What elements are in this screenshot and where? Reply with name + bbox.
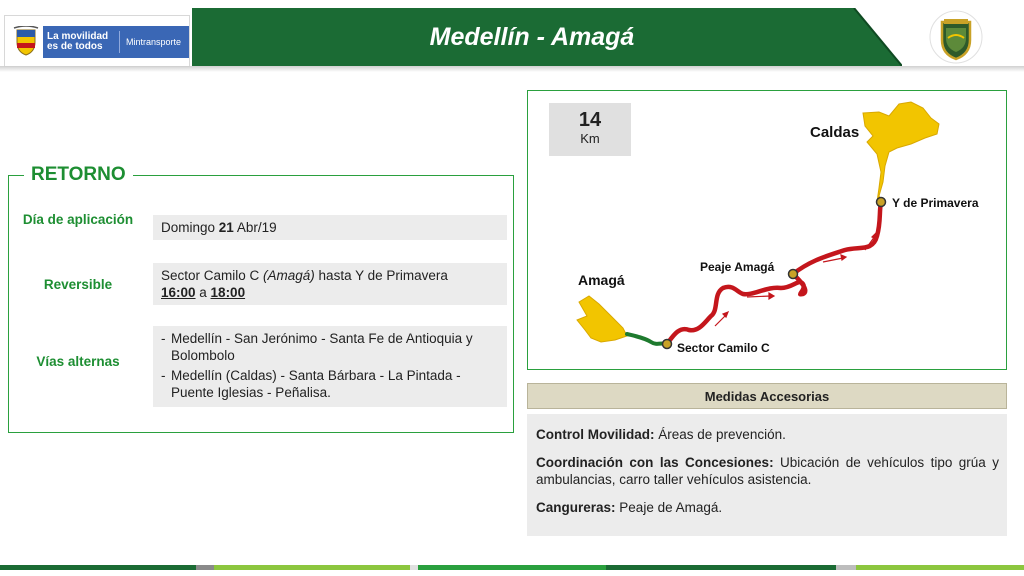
vias-label: Vías alternas: [36, 354, 120, 369]
police-emblem-icon: [928, 8, 984, 66]
reversible-schedule: [161, 284, 499, 301]
amaga-label: Amagá: [578, 272, 625, 288]
caldas-label: Caldas: [810, 124, 860, 141]
via-item: [161, 330, 499, 364]
time-from: 16:00: [161, 285, 196, 300]
strip-light: [410, 565, 418, 570]
distance-value: 14: [578, 109, 602, 131]
medida-value: Peaje de Amagá.: [619, 500, 723, 515]
y-primavera-point: [877, 198, 886, 207]
strip-green-dark-2: [606, 565, 836, 570]
via-text: Medellín - San Jerónimo - Santa Fe de Antioquia y Bolombolo: [171, 331, 473, 363]
connector-segment: [627, 334, 667, 344]
camilo-point: [663, 340, 672, 349]
medida-key: Control Movilidad:: [536, 427, 655, 442]
reversible-start: Sector Camilo C: [161, 268, 264, 283]
fecha-prefix: Domingo: [161, 220, 219, 235]
vias-list: [153, 326, 507, 407]
time-to: 18:00: [210, 285, 246, 300]
medida-key: Coordinación con las Concesiones:: [536, 455, 774, 470]
strip-green-light-2: [856, 565, 1024, 570]
via-text: Medellín (Caldas) - Santa Bárbara - La Pintada - Puente Iglesias - Peñalisa.: [171, 368, 461, 400]
reversible-label: Reversible: [43, 277, 113, 292]
peaje-point: [789, 270, 798, 279]
brand-logo-box: [4, 15, 190, 67]
colombia-shield-icon: [13, 26, 39, 56]
page-title: Medellín - Amagá: [429, 22, 635, 51]
brand-line-2: es de todos: [47, 41, 103, 52]
caldas-area: [863, 102, 939, 202]
brand-banner: [43, 26, 189, 58]
via-dash: -: [161, 331, 166, 346]
via-dash: -: [161, 368, 166, 383]
reversible-end: hasta Y de Primavera: [314, 268, 448, 283]
retorno-title: RETORNO: [24, 164, 133, 186]
medida-value: Ubicación de vehículos tipo grúa y ambulancias, carro taller vehículos asistencia.: [536, 455, 999, 487]
reversible-value: [153, 263, 507, 305]
medidas-title: Medidas Accesorias: [527, 383, 1007, 409]
medida-item: [536, 426, 999, 443]
fecha-value: [153, 215, 507, 240]
strip-gray: [196, 565, 214, 570]
y-primavera-label: Y de Primavera: [892, 196, 979, 210]
peaje-label: Peaje Amagá: [700, 260, 775, 274]
ministry-label: Mintransporte: [119, 31, 181, 53]
camilo-label: Sector Camilo C: [677, 341, 770, 355]
strip-gray-2: [836, 565, 856, 570]
medida-item: [536, 454, 999, 488]
brand-line-1: La movilidad: [47, 31, 109, 42]
strip-green-dark: [0, 565, 196, 570]
amaga-area: [577, 296, 627, 342]
medida-item: [536, 499, 999, 516]
medida-key: Cangureras:: [536, 500, 616, 515]
medida-value: Áreas de prevención.: [658, 427, 786, 442]
brand-slogan: [43, 32, 119, 52]
fecha-label: Día de aplicación: [22, 212, 134, 227]
via-item: [161, 367, 499, 401]
fecha-day: 21: [218, 220, 234, 235]
strip-green-light: [214, 565, 410, 570]
strip-green: [418, 565, 606, 570]
header-divider: [0, 66, 1024, 72]
distance-unit: Km: [580, 131, 600, 146]
medidas-panel: [527, 414, 1007, 536]
time-separator: a: [195, 285, 211, 300]
reversible-place: (Amagá): [263, 268, 315, 283]
reversible-route: [161, 267, 499, 284]
distance-badge: [549, 103, 631, 156]
fecha-suffix: Abr/19: [233, 220, 277, 235]
footer-color-strip: [0, 565, 1024, 570]
